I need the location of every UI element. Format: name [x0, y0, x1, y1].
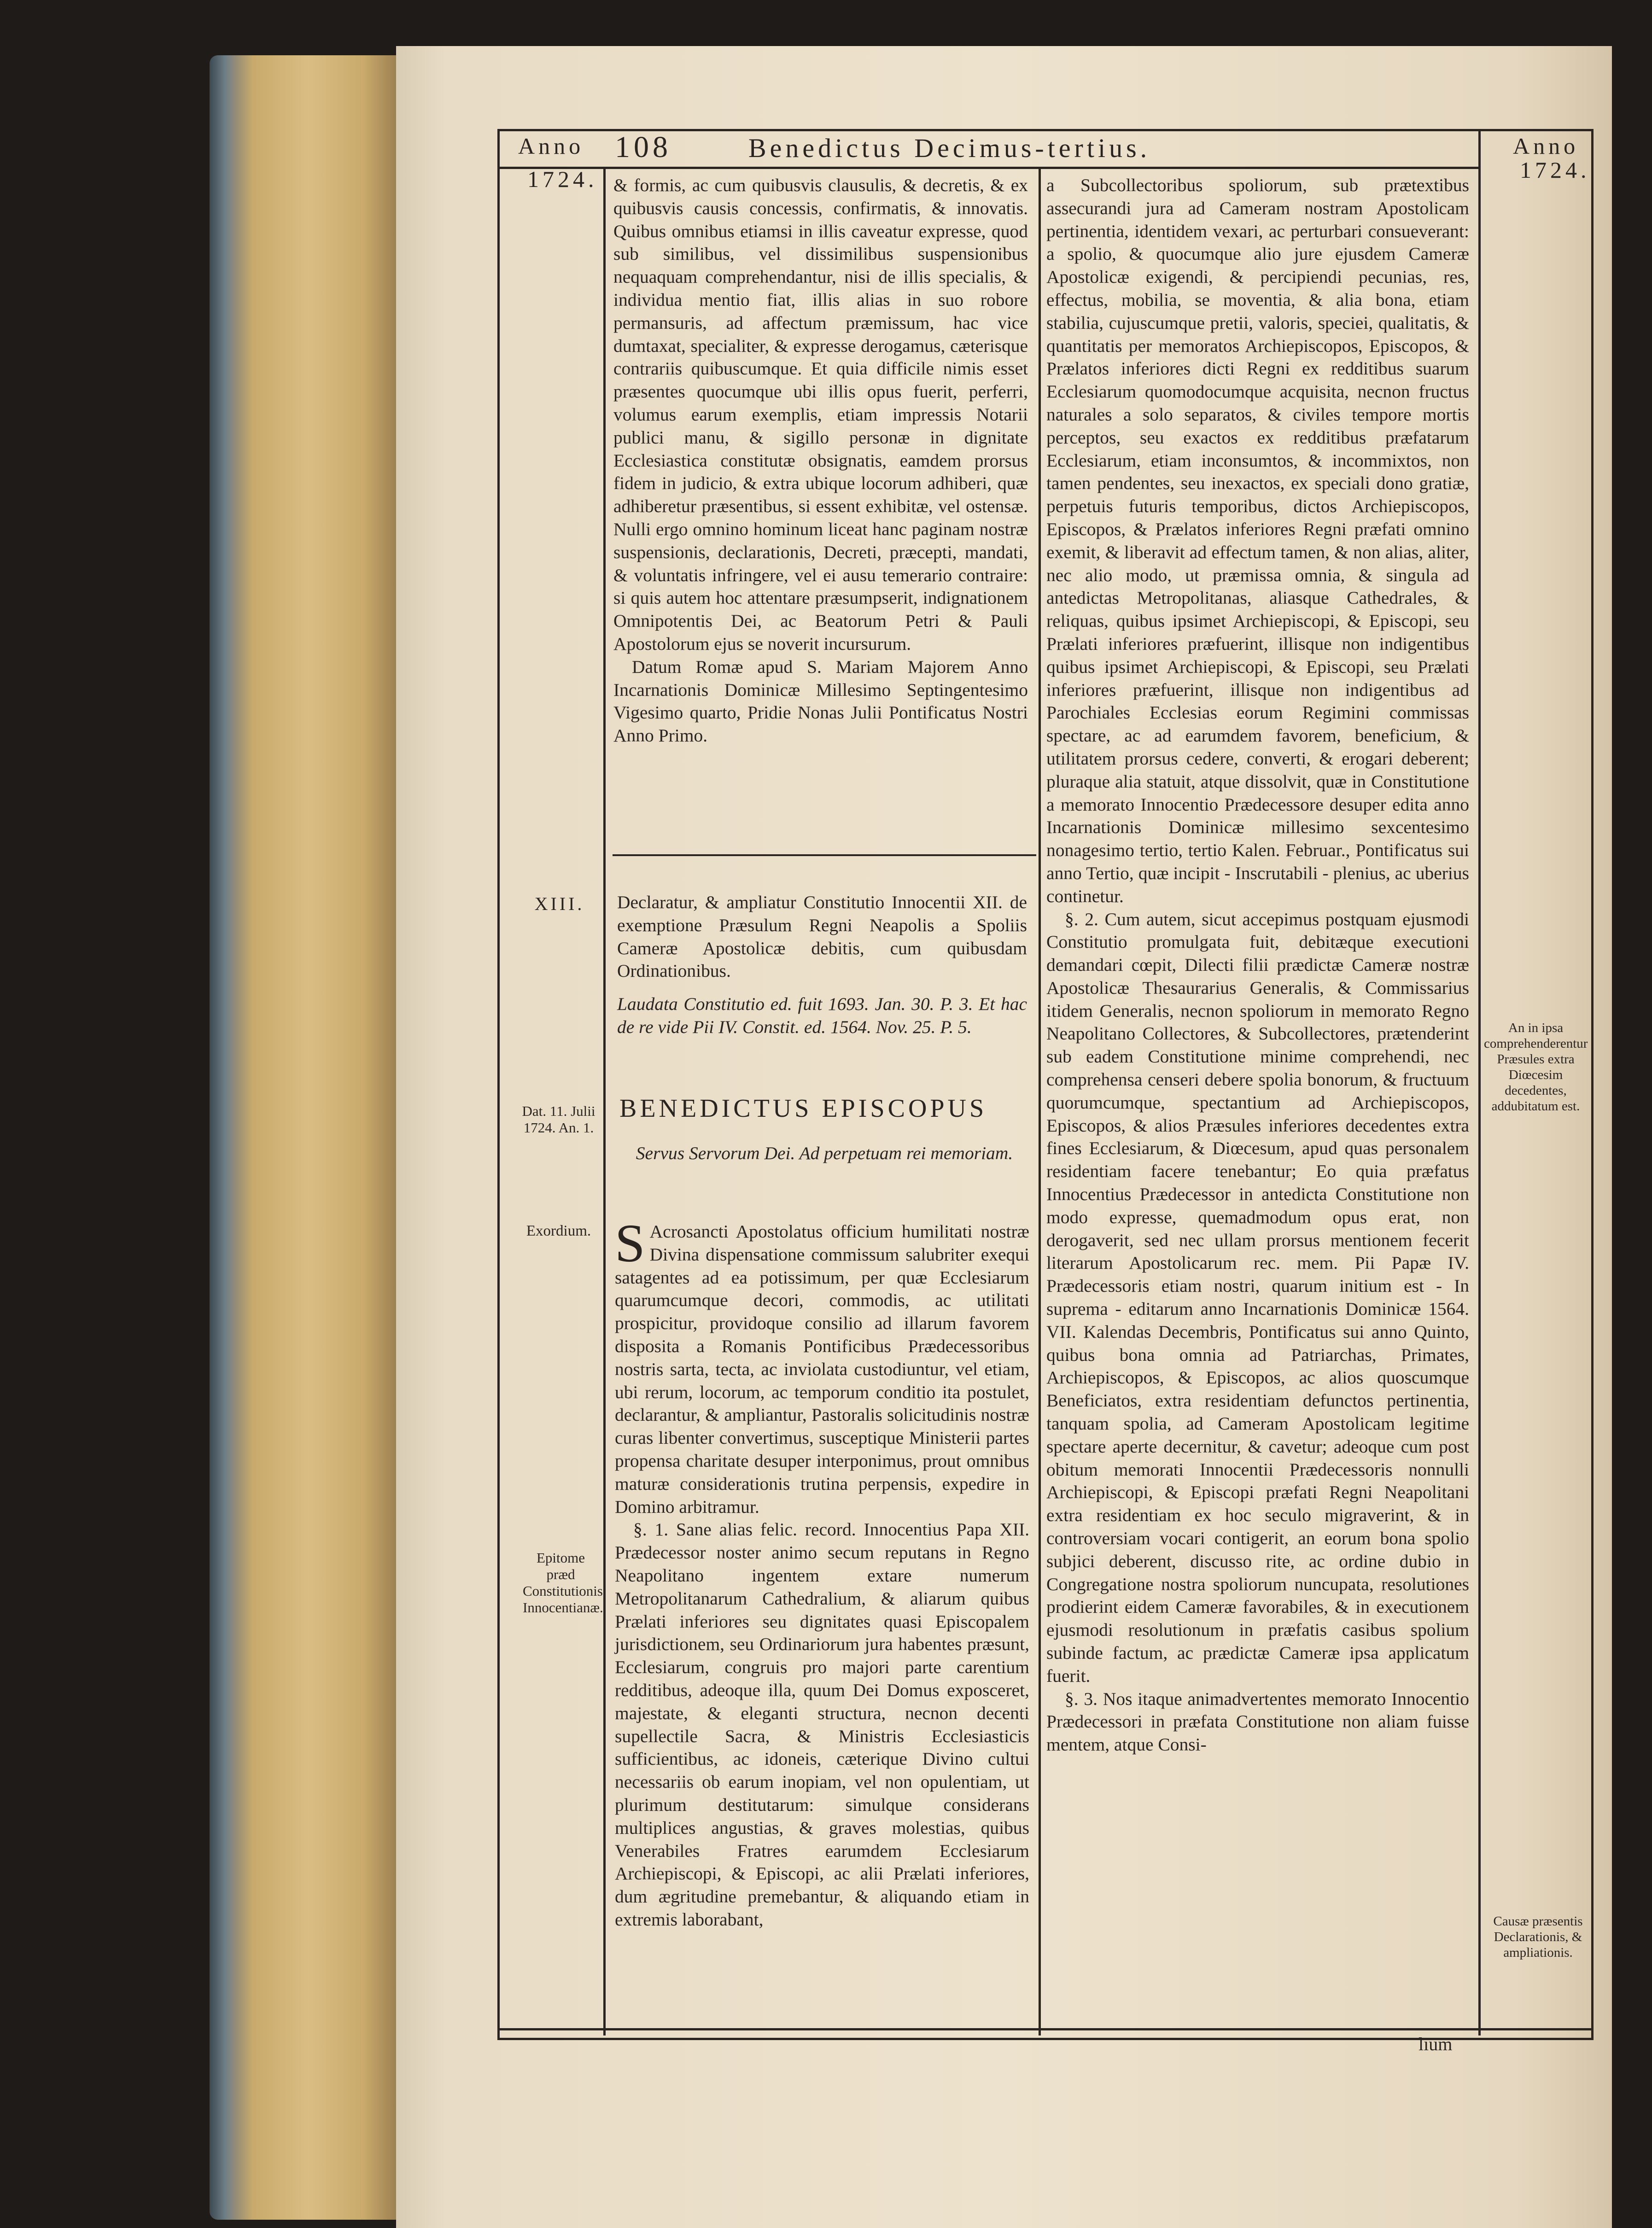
page-number: 108: [615, 130, 671, 164]
suspension-clauses-text: & formis, ac cum quibusvis clausulis, & decretis, & ex quibusvis causis concessis, confirmatis, & innovatis. Quibus omnibus etiamsi in illis caveatur expresse, quod sub similibus, vel dissimilibus suspensionibus nequaquam comprehendantur, nisi de illis specialis, & individua mentio fiat, illis alias in suo robore permansuris, ad affectum præmissum, hac vice dumtaxat, specialiter, & expresse derogamus, cæterisque contrariis quibuscumque. Et quia difficile nimis esset præsentes quocumque ubi illis opus fuerit, perferri, volumus earum exemplis, etiam impressis Notarii publici manu, & sigillo personæ in dignitate Ecclesiastica constitutæ obsignatis, eamdem prorsus fidem in judicio, & extra ubique locorum adhiberi, quæ adhiberetur præsentibus, si essent exhibitæ, vel ostensæ. Nulli ergo omnino hominum liceat hanc paginam nostræ suspensionis, declarationis, Decreti, præcepti, mandati, & voluntatis infringere, vel ei ausu temerario contraire: si quis autem hoc attentare præsumpserit, indignationem Omnipotentis Dei, ac Beatorum Petri & Pauli Apostolorum ejus se noverit incursurum.: [613, 175, 1028, 654]
year-left: 1724.: [527, 166, 598, 192]
servus-servorum: Servus Servorum Dei. Ad perpetuam rei memoriam.: [636, 1143, 1013, 1163]
benedictus-episcopus-heading: BENEDICTUS EPISCOPUS: [619, 1094, 987, 1123]
section-1-text: §. 1. Sane alias felic. record. Innocentius Papa XII. Prædecessor noster animo secum reputans in Regno Neapolitano ingentem extare numerum Metropolitanarum Cathedralium, & aliarum quibus Prælati inferiores seu dignitates quasi Episcopalem jurisdictionem, seu Ordinariorum jura habentes præsunt, Ecclesiarum, congruis pro majori parte carentium redditibus, adeoque illa, quum Dei Domus exposceret, majestate, & eleganti structura, necnon decenti supellectile Sacra, & Ministris Ecclesiasticis sufficientibus, ac idoneis, cæterique Divino cultui necessariis ob earum inopiam, vel non opulentiam, ut plurimum destitutarum: simulque considerans multiplices angustias, & graves molestias, quibus Venerabiles Fratres earumdem Ecclesiarum Archiepiscopi, & Episcopi, ac alii Prælati inferiores, dum ægritudine premebantur, & aliquando etiam in extremis laborabant,: [615, 1519, 1029, 1930]
book-fore-edge: [210, 55, 408, 2220]
year-right: 1724.: [1520, 157, 1590, 183]
right-note-2: Causæ præsentis Declarationis, & ampliationis.: [1493, 1914, 1583, 1960]
constitution-summary: Declaratur, & ampliatur Constitutio Innocentii XII. de exemptione Præsulum Regni Neapolis a Spoliis Cameræ Apostolicæ debitis, cum quibusdam Ordinationibus.: [617, 892, 1027, 981]
left-margin-rule: [603, 167, 606, 2036]
laudata-note: Laudata Constitutio ed. fuit 1693. Jan. 30. P. 3. Et hac de re vide Pii IV. Constit. ed. 1564. Nov. 25. P. 5.: [617, 994, 1027, 1037]
anno-left: Anno: [518, 133, 584, 159]
section-2-text: §. 2. Cum autem, sicut accepimus postquam ejusmodi Constitutio promulgata fuit, debitæque executioni demandari cœpit, Dilecti filii prædictæ Cameræ nostræ Apostolicæ Thesaurarius Generalis, & Commissarius itidem Generalis, necnon spoliorum in memorato Regno Neapolitano Collectores, & Subcollectores, prætenderint sub eadem Constitutione minime comprehendi, nec comprehensa censeri debere spolia bonorum, & fructuum quorumcumque, spectantium ad Archiepiscopos, Episcopos, & alios Præsules inferiores decedentes extra fines Ecclesiarum, & Diœcesum, apud quas personalem residentiam facere tenebantur; Eo quia præfatus Innocentius Prædecessor in antedicta Constitutione non modo expresse, quemadmodum opus erat, non derogaverit, sed nec ullam prorsus mentionem fecerit literarum Apostolicarum rec. mem. Pii Papæ IV. Prædecessoris etiam nostri, quarum initium est - In suprema - editarum anno Incarnationis Dominicæ 1564. VII. Kalendas Decembris, Pontificatus sui anno Quinto, quibus bona omnia ad Patriarchas, Primates, Archiepiscopos, & Episcopos, ac alios quoscumque Beneficiatos, extra residentiam defunctos pertinentia, tanquam spolia, ad Cameram Apostolicam legitime spectare aperte decernitur, & cavetur; adeoque cum post obitum memorati Innocentii Prædecessoris nonnulli Archiepiscopi, & Episcopi præfati Regni Neapolitani extra residentiam ex hoc seculo migraverint, & in controversiam vocari contigerit, an eorum bona spolio subjici deberent, discusso rite, ac ordine dubio in Congregatione nostra spoliorum nuncupata, resolutiones prodierint eidem Cameræ favorabiles, & in executionem ejusmodi resolutionum in præfatis casibus spolium subinde factum, ac prædictæ Cameræ ipsa applicatum fuerit.: [1046, 909, 1469, 1686]
left-column-top: [613, 174, 1028, 747]
exemption-text: a Subcollectoribus spoliorum, sub prætextibus assecurandi jura ad Cameram nostram Apostolicam pertinentia, identidem vexari, ac perturbari consueverant: a spolio, & quocumque alio jure ejusdem Cameræ Apostolicæ exigendi, & percipiendi pecunias, res, effectus, mobilia, se moventia, & alia bona, etiam stabilia, cujuscumque pretii, valoris, speciei, qualitatis, & quantitatis per memoratos Archiepiscopos, Episcopos, & Prælatos inferiores dicti Regni ex redditibus suarum Ecclesiarum quomodocumque acquisita, necnon fructus naturales a solo separatos, & civiles tempore mortis perceptos, seu exactos ex redditibus præfatarum Ecclesiarum, etiam inconsumtos, & incommixtos, non tamen pendentes, seu inexactos, ex speciali dono gratiæ, perpetuis futuris temporibus, dictos Archiepiscopos, Episcopos, & Prælatos inferiores Regni præfati omnino exemit, & liberavit ad effectum tamen, & non alias, aliter, nec alio modo, ut præmissa omnia, & singula ad antedictas Metropolitanas, aliasque Cathedrales, & reliquas, quibus ipsimet Archiepiscopi, & Episcopi, seu Prælati inferiores præfuerint, illisque non indigentibus quibus ipsimet Archiepiscopi, & Episcopi, seu Prælati inferiores præfuerint, illisque non indigentibus ad Parochiales Ecclesias eorum Regimini commissas spectare, ac ad earumdem favorem, beneficium, & utilitatem prorsus cedere, converti, & erogari deberent; pluraque alia statuit, atque dissolvit, quæ in Constitutione a memorato Innocentio Prædecessore desuper edita anno Incarnationis Dominicæ millesimo sexcentesimo nonagesimo tertio, tertio Kalen. Februar., Pontificatus sui anno Tertio, quæ incipit - Inscrutabili - plenius, ac uberius continetur.: [1046, 175, 1469, 906]
anno-right: Anno: [1513, 133, 1579, 159]
exordium-paragraph: [615, 1213, 1029, 1518]
left-column-body: [615, 1213, 1029, 1931]
section-number: XIII.: [534, 893, 585, 914]
bottom-rule: [497, 2028, 1591, 2030]
epitome-note: Epitome præd Constitutionis Innocentianæ.: [523, 1550, 603, 1616]
left-column-summary: [617, 891, 1027, 1039]
running-title: Benedictus Decimus-tertius.: [748, 133, 1151, 163]
header-rule: [497, 167, 1478, 169]
right-margin-rule: [1478, 129, 1481, 2036]
catchword: lium: [1419, 2034, 1453, 2054]
drop-cap: S: [615, 1213, 645, 1273]
right-note-1: An in ipsa comprehenderentur Præsules extra Diœcesim decedentes, addubitatum est.: [1484, 1021, 1588, 1114]
section-3-text: §. 3. Nos itaque animadvertentes memorato Innocentio Prædecessori in præfata Constitutione non aliam fuisse mentem, atque Consi-: [1046, 1688, 1469, 1755]
datum-text: Datum Romæ apud S. Mariam Majorem Anno Incarnationis Dominicæ Millesimo Septingentesimo Vigesimo quarto, Pridie Nonas Julii Pontificatus Nostri Anno Primo.: [613, 656, 1028, 746]
exordium-text: Acrosancti Apostolatus officium humilitati nostræ Divina dispensatione commissum salubriter exequi satagentes ad ea potissimum, per quæ Ecclesiarum quarumcumque decori, commodis, ac utilitati prospicitur, providoque consilio ad illarum favorem disposita a Romanis Pontificibus Prædecessoribus nostris sarta, tecta, ac inviolata custodiuntur, vel etiam, ubi rerum, locorum, ac temporum conditio ita postulet, declarantur, & ampliantur, Pastoralis solicitudinis nostræ curas libenter convertimus, susceptique Ministerii partes propensa charitate desuper interponimus, prout omnibus maturæ considerationis trutina perpensis, expedire in Domino arbitramur.: [615, 1221, 1029, 1517]
column-divider-rule: [1039, 167, 1041, 2036]
exordium-note: Exordium.: [526, 1223, 591, 1239]
dat-note: Dat. 11. Julii 1724. An. 1.: [522, 1103, 595, 1136]
right-column: [1046, 174, 1469, 1756]
section-separator: [613, 854, 1036, 856]
